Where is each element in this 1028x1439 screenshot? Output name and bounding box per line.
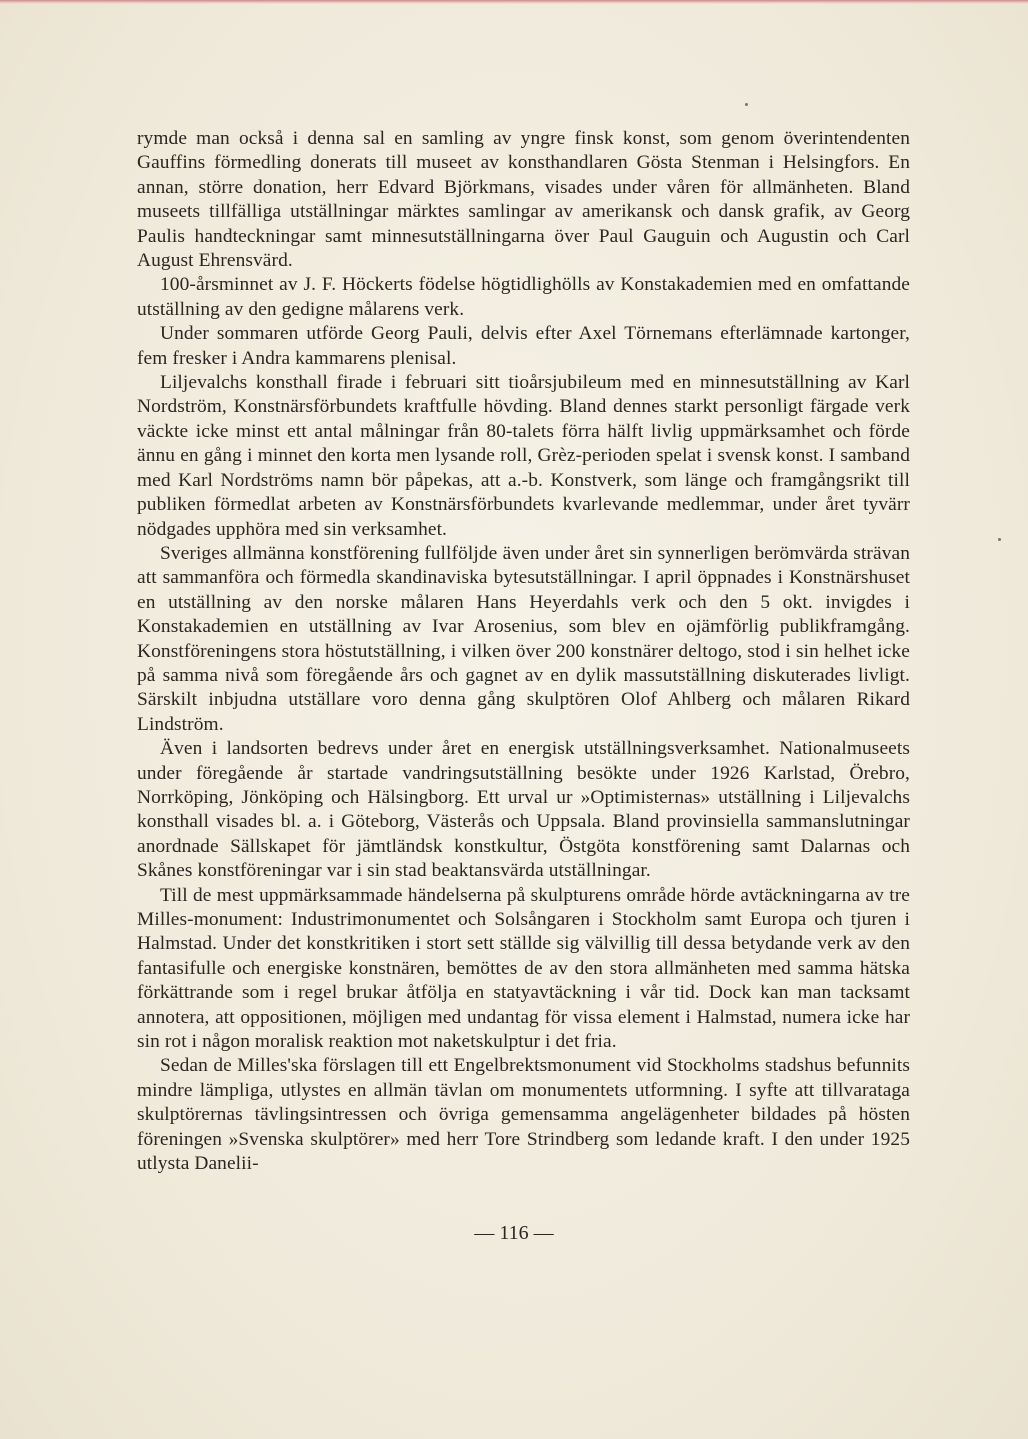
page-top-edge	[0, 0, 1028, 4]
print-speck	[998, 538, 1001, 541]
paragraph: 100-årsminnet av J. F. Höckerts födelse högtidlighölls av Konstakademien med en omfattande utställning av den gedigne målarens verk.	[137, 274, 910, 320]
paragraph: Under sommaren utförde Georg Pauli, delvis efter Axel Törnemans efterlämnade kartonger, fem fresker i Andra kammarens plenisal.	[137, 323, 910, 369]
paragraph: Även i landsorten bedrevs under året en energisk utställningsverksamhet. Nationalmuseets under föregående år startade vandringsutställning besökte under 1926 Karlstad, Örebro, Norrköping, Jönköping och Hälsingborg. Ett urval ur »Optimisternas» utställning i Liljevalchs konsthall visades bl. a. i Göteborg, Västerås och Uppsala. Bland provinsiella sammanslutningar anordnade Sällskapet för jämtländsk konstkultur, Östgöta konstförening samt Dalarnas och Skånes konstföreningar var i sin stad beaktansvärda utställningar.	[137, 738, 910, 882]
paragraph: Sedan de Milles'ska förslagen till ett Engelbrektsmonument vid Stockholms stadshus befunnits mindre lämpliga, utlystes en allmän tävlan om monumentets utformning. I syfte att tillvarataga skulptörernas tävlingsintressen och övriga gemensamma angelägenheter bildades på hösten föreningen »Svenska skulptörer» med herr Tore Strindberg som ledande kraft. I den under 1925 utlysta Danelii-	[137, 1055, 910, 1175]
print-speck	[745, 103, 748, 106]
paragraph: Sveriges allmänna konstförening fullföljde även under året sin synnerligen berömvärda strävan att sammanföra och förmedla skandinaviska bytesutställningar. I april öppnades i Konstnärshuset en utställning av den norske målaren Hans Heyerdahls verk och den 5 okt. invigdes i Konstakademien en utställning av Ivar Arosenius, som blev en ojämförlig publikframgång. Konstföreningens stora höstutställning, i vilken över 200 konstnärer deltogo, stod i sin helhet icke på samma nivå som föregående års och gagnet av en dylik massutställning diskuterades livligt. Särskilt inbjudna utställare voro denna gång skulptören Olof Ahlberg och målaren Rikard Lindström.	[137, 542, 910, 735]
paragraph: Liljevalchs konsthall firade i februari sitt tioårsjubileum med en minnesutställning av Karl Nordström, Konstnärsförbundets kraftfulle hövding. Bland dennes starkt personligt färgade verk väckte icke minst ett antal målningar från 80-talets förra hälft livlig uppmärksamhet och förde ännu en gång i minnet den korta men lysande roll, Grèz-perioden spelat i svensk konst. I samband med Karl Nordströms namn bör påpekas, att a.-b. Konstverk, som länge och framgångsrikt till publiken förmedlat arbeten av Konstnärsförbundets kvarlevande medlemmar, under året tyvärr nödgades upphöra med sin verksamhet.	[137, 372, 910, 540]
page-number: — 116 —	[474, 1222, 554, 1244]
paragraph: Till de mest uppmärksammade händelserna på skulpturens område hörde avtäckningarna av tre Milles-monument: Industrimonumentet och Solsångaren i Stockholm samt Europa och tjuren i Halmstad. Under det konstkritiken i stort sett ställde sig välvillig till dessa betydande verk av den fantasifulle och energiske konstnären, bemöttes de av den stora allmänheten med samma hätska förkättrande som i regel brukar åtfölja en statyavtäckning i vår tid. Dock kan man tacksamt annotera, att oppositionen, möjligen med undantag för vissa element i Halmstad, numera icke har sin rot i någon moralisk reaktion mot naketskulptur i det fria.	[137, 884, 910, 1053]
paragraph: rymde man också i denna sal en samling av yngre finsk konst, som genom överintendenten Gauffins förmedling donerats till museet av konsthandlaren Gösta Stenman i Helsingfors. En annan, större donation, herr Edvard Björkmans, visades under våren för allmänheten. Bland museets tillfälliga utställningar märktes samlingar av amerikansk och dansk grafik, av Georg Paulis handteckningar samt minnesutställningarna över Paul Gauguin och Augustin och Carl August Ehrensvärd.	[137, 128, 910, 272]
body-text	[137, 127, 910, 1176]
